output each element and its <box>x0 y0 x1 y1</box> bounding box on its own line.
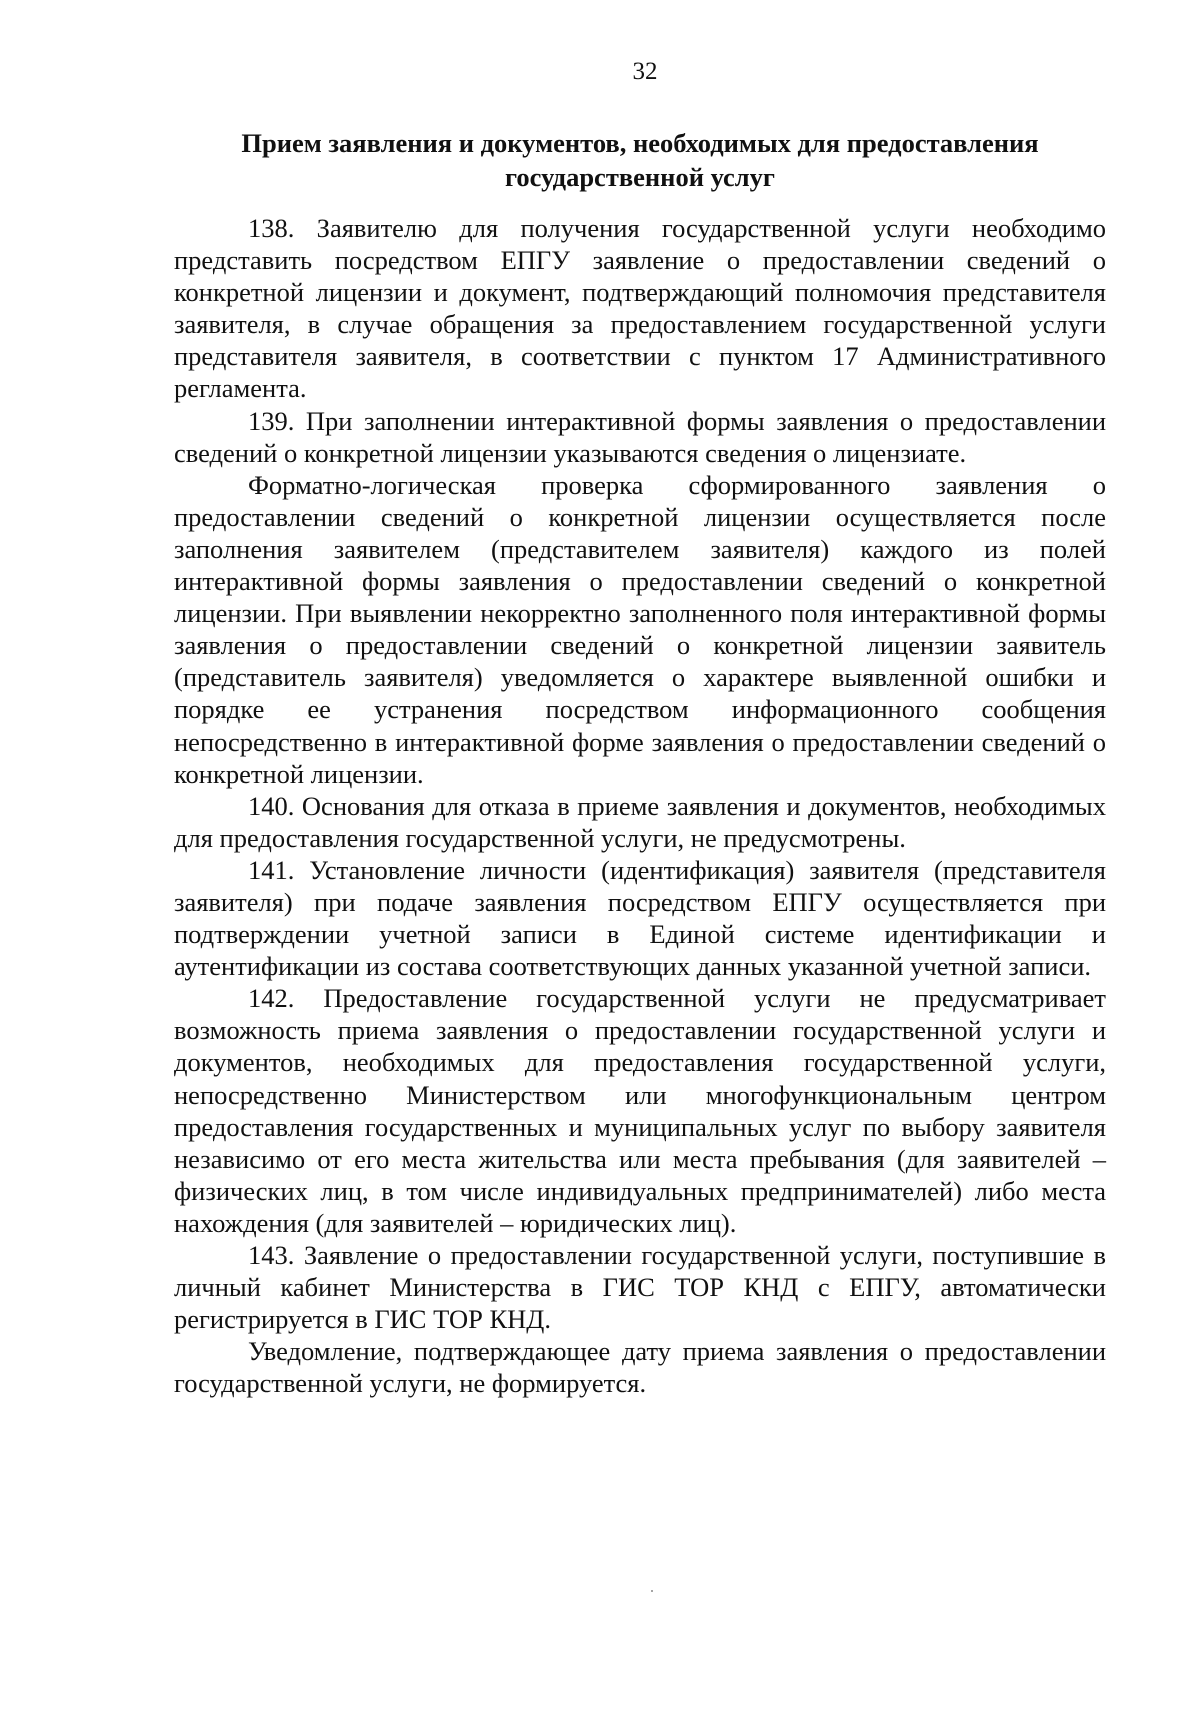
paragraph-format-check: Форматно-логическая проверка сформированного заявления о предоставлении сведений о конкретной лицензии осуществляется после заполнения заявителем (представителем заявителя) каждого из полей интерактивной формы заявления о предоставлении сведений о конкретной лицензии. При выявлении некорректно заполненного поля интерактивной формы заявления о предоставлении сведений о конкретной лицензии заявитель (представитель заявителя) уведомляется о характере выявленной ошибки и порядке ее устранения посредством информационного сообщения непосредственно в интерактивной форме заявления о предоставлении сведений о конкретной лицензии. <box>174 469 1106 789</box>
section-heading-line-2: государственной услуг <box>505 162 775 192</box>
document-body <box>174 212 1106 1399</box>
paragraph-139: 139. При заполнении интерактивной формы заявления о предоставлении сведений о конкретной лицензии указываются сведения о лицензиате. <box>174 405 1106 468</box>
page-number: 32 <box>632 58 658 85</box>
paragraph-notification: Уведомление, подтверждающее дату приема заявления о предоставлении государственной услуги, не формируется. <box>174 1336 1106 1399</box>
section-heading <box>170 126 1110 194</box>
section-heading-line-1: Прием заявления и документов, необходимых для предоставления <box>241 128 1039 158</box>
scan-speck <box>651 1590 653 1592</box>
paragraph-138: 138. Заявителю для получения государственной услуги необходимо представить посредством ЕПГУ заявление о предоставлении сведений о конкретной лицензии и документ, подтверждающий полномочия представителя заявителя, в случае обращения за предоставлением государственной услуги представителя заявителя, в соответствии с пунктом 17 Административного регламента. <box>174 213 1106 404</box>
paragraph-143: 143. Заявление о предоставлении государственной услуги, поступившие в личный кабинет Министерства в ГИС ТОР КНД с ЕПГУ, автоматически регистрируется в ГИС ТОР КНД. <box>174 1240 1106 1335</box>
paragraph-141: 141. Установление личности (идентификация) заявителя (представителя заявителя) при подаче заявления посредством ЕПГУ осуществляется при подтверждении учетной записи в Единой системе идентификации и аутентификации из состава соответствующих данных указанной учетной записи. <box>174 854 1106 982</box>
paragraph-142: 142. Предоставление государственной услуги не предусматривает возможность приема заявления о предоставлении государственной услуги и документов, необходимых для предоставления государственной услуги, непосредственно Министерством или многофункциональным центром предоставления государственных и муниципальных услуг по выбору заявителя независимо от его места жительства или места пребывания (для заявителей – физических лиц, в том числе индивидуальных предпринимателей) либо места нахождения (для заявителей – юридических лиц). <box>174 983 1106 1238</box>
paragraph-140: 140. Основания для отказа в приеме заявления и документов, необходимых для предоставления государственной услуги, не предусмотрены. <box>174 790 1106 853</box>
